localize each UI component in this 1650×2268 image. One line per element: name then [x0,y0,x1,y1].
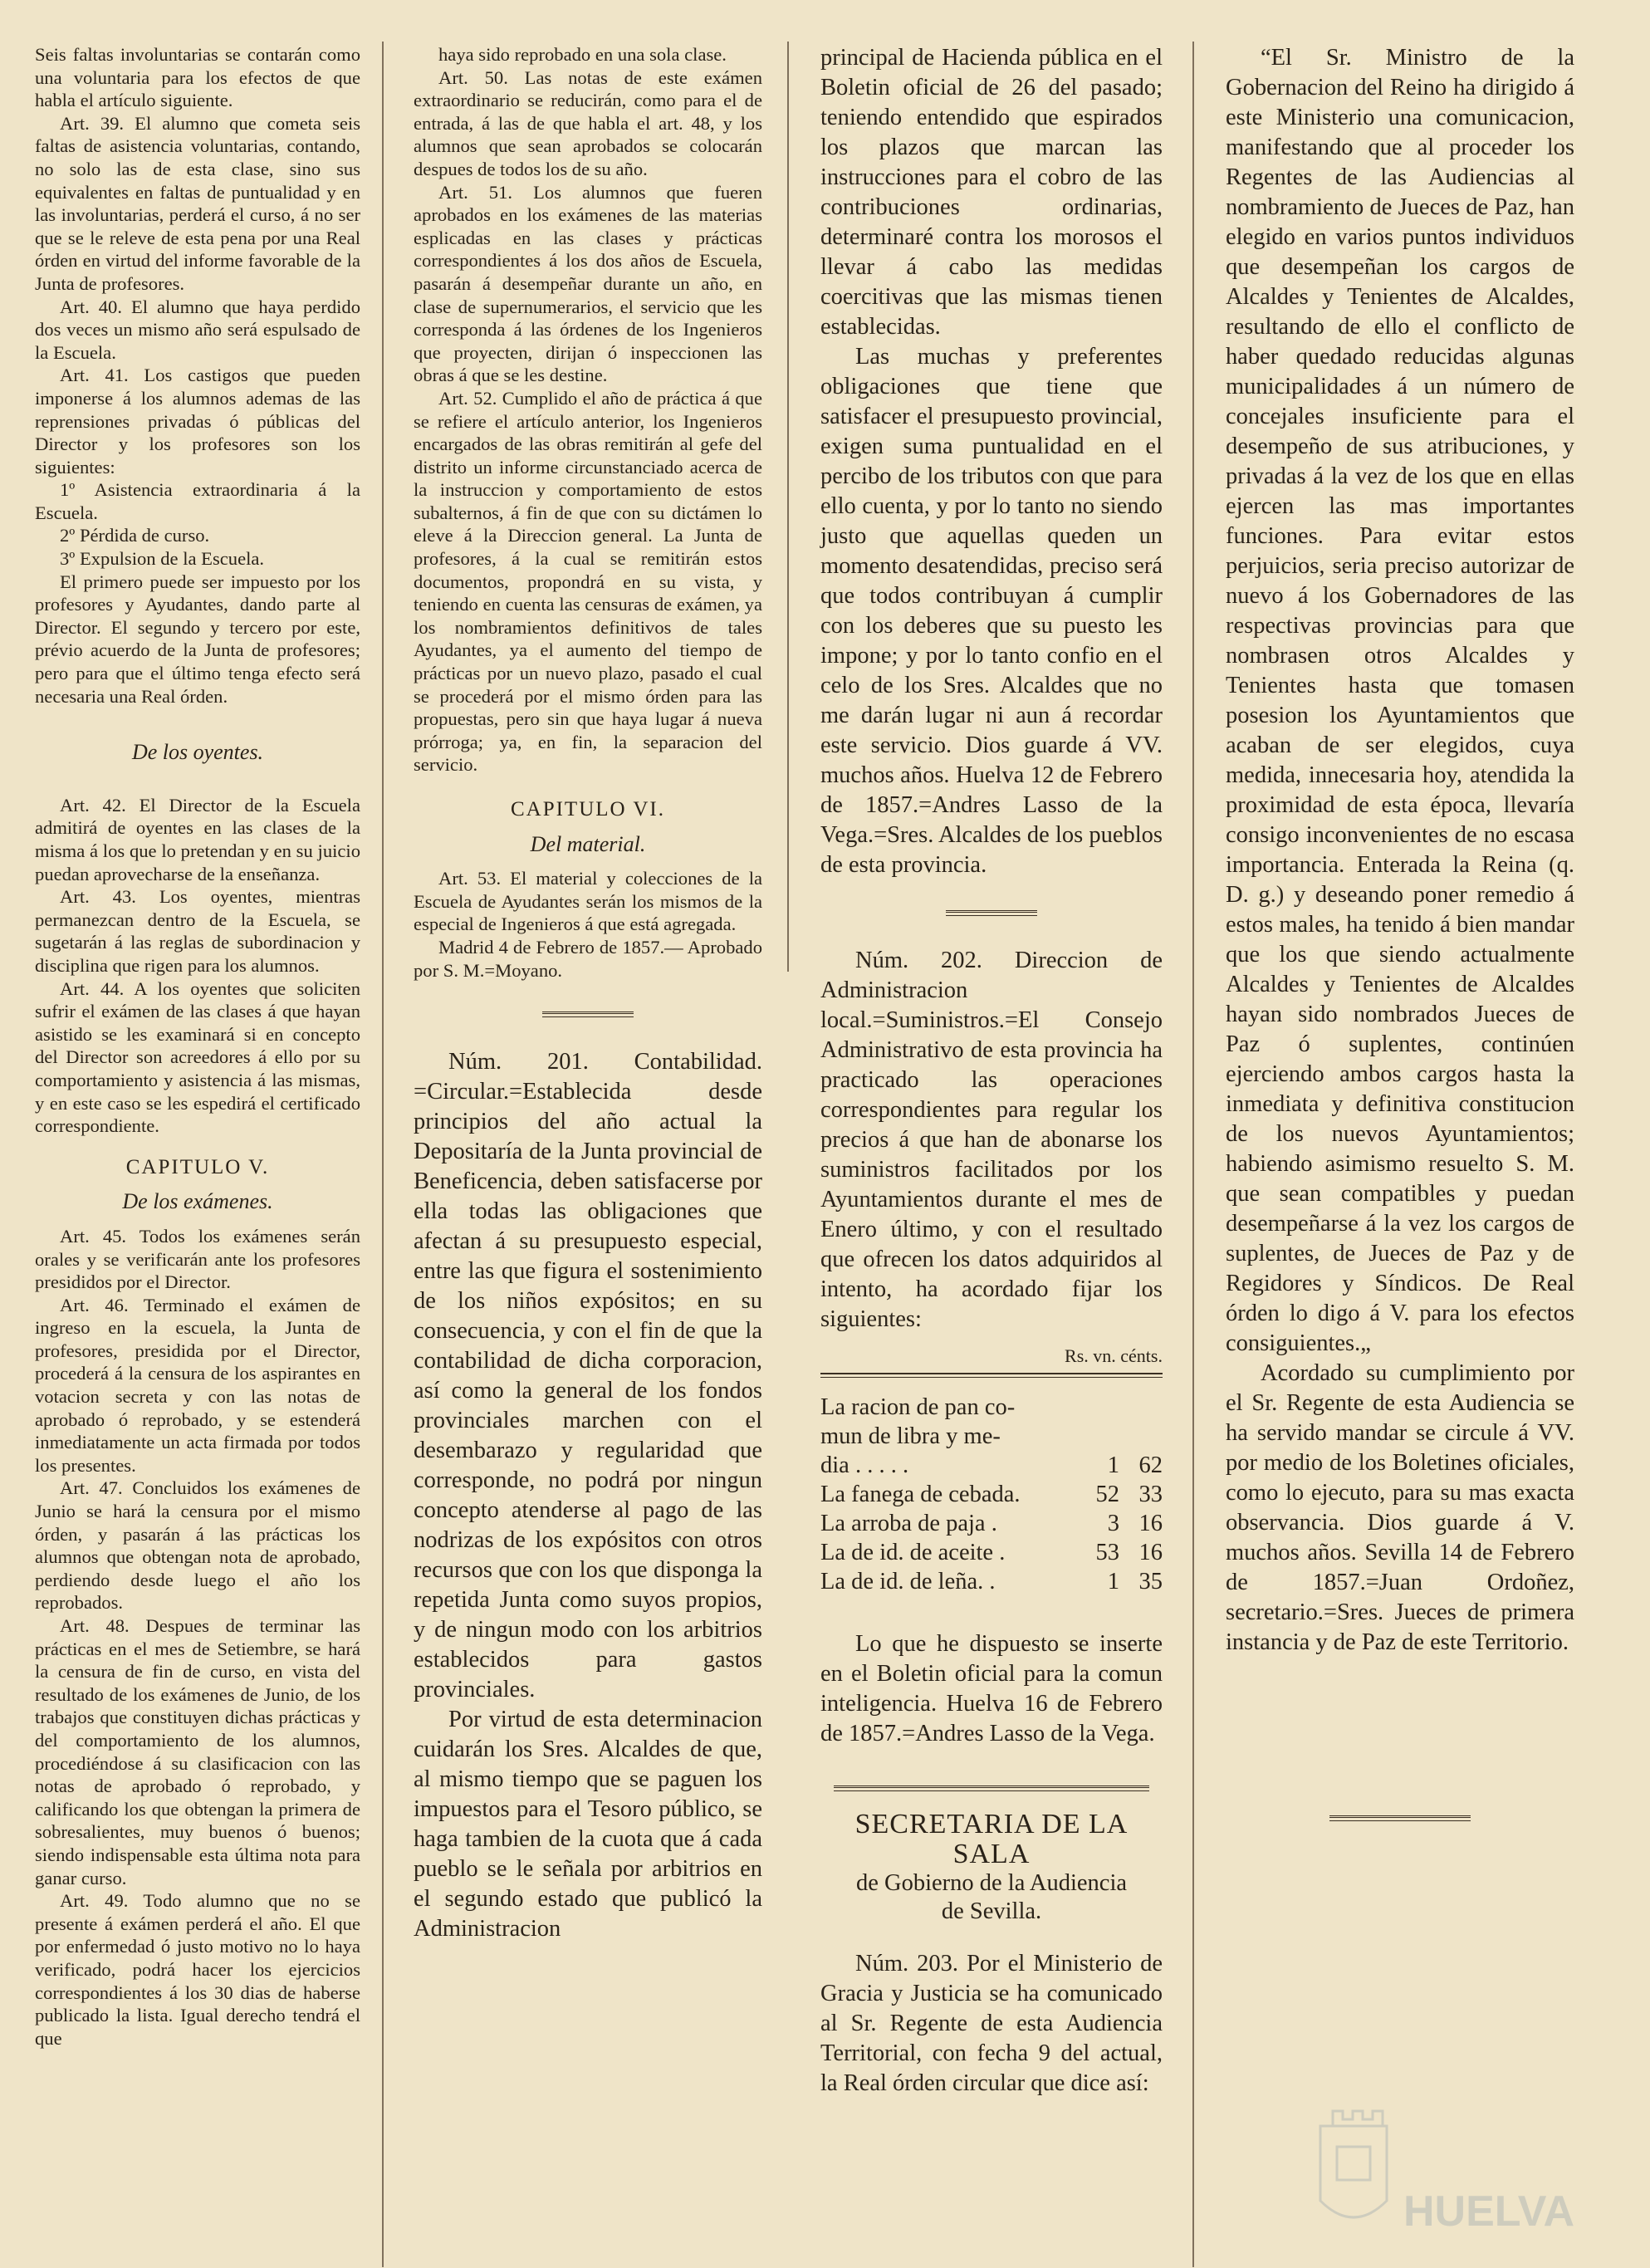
price-label: La fanega de cebada. [820,1482,1021,1507]
price-row [820,1567,1163,1596]
article-47: Art. 47. Concluidos los exámenes de Junio se hará la censura por el mismo órden, y pasarán á las prácticas los alumnos que obtengan nota de aprobado, perdiendo desde luego el año los reprobados. [35,1477,360,1614]
price-row [820,1393,1163,1422]
article-44: Art. 44. A los oyentes que soliciten sufrir el exámen de las clases á que hayan asistido se les examinará si en concepto del Director son acreedores á ello por su comportamiento y asistencia á las mismas, y en este caso se les espedirá el certificado correspondiente. [35,977,360,1137]
chapter-heading: CAPITULO V. [125,1155,270,1178]
article-43: Art. 43. Los oyentes, mientras permanezcan dentro de la Escuela, se sugetarán á las reglas de subordinacion y disciplina que rigen para los alumnos. [35,886,360,976]
price-cts: 16 [1138,1511,1163,1536]
list-item: 3º Expulsion de la Escuela. [60,548,265,570]
column-rule-2 [787,42,789,972]
article-41: Art. 41. Los castigos que pueden imponerse á los alumnos ademas de las reprensiones privadas ó públicas del Director y los profesores son los siguientes: [35,365,360,478]
price-label: La racion de pan co- [820,1394,1016,1420]
column-rule-3 [1192,42,1194,2267]
price-rs [1076,1422,1119,1451]
price-rs: 1 [1107,1569,1119,1594]
paragraph: haya sido reprobado en una sola clase. [438,44,727,65]
paragraph: Lo que he dispuesto se inserte en el Boletin oficial para la comun inteligencia. Huelva 16 de Febrero de 1857.=Andres Lasso de la Vega. [820,1631,1163,1746]
list-item: 1º Asistencia extraordinaria á la Escuela. [35,479,360,523]
price-cts: 62 [1138,1452,1163,1478]
article-53: Art. 53. El material y colecciones de la Escuela de Ayudantes serán los mismos de la especial de Ingenieros á que está agregada. [414,868,762,935]
section-heading-examenes: De los exámenes. [122,1189,273,1214]
paragraph: Seis faltas involuntarias se contarán como una voluntaria para los efectos de que habla el artículo siguiente. [35,44,360,111]
column-4 [1226,43,1574,1851]
article-48: Art. 48. Despues de terminar las prácticas en el mes de Setiembre, se hará la censura de fin de curso, en vista del resultado de los exámenes de Junio, de los trabajos que constituyen dichas prácticas y del comportamiento de los alumnos, procediéndose á su clasificacion con las notas de aprobado ó reprobado, y calificando los que obtengan la primera de sobresalientes, muy buenos ó buenos; siendo indispensable esta última nota para ganar curso. [35,1615,360,1888]
article-49: Art. 49. Todo alumno que no se presente á exámen perderá el año. El que por enfermedad ó justo motivo no lo haya verificado, podrá hacer los ejercicios correspondientes á los 30 dias de haberse publicado la lista. Igual derecho tendrá el que [35,1890,360,2049]
price-label: La de id. de leña. . [820,1569,996,1594]
column-3 [820,43,1163,2099]
article-52: Art. 52. Cumplido el año de práctica á que se refiere el artículo anterior, los Ingenieros encargados de las obras remitirán al gefe del distrito un informe circunstanciado acerca de la instruccion y comportamiento de estos subalternos, á fin de que con su dictámen lo eleve á la Direccion general. La Junta de profesores, á la cual se remitirán estos documentos, propondrá en su vista, y teniendo en cuenta las censuras de exámen, ya los nombramientos definitivos de tales Ayudantes, ya el aumento del tiempo de prácticas por un nuevo plazo, pasado el cual se procederá por el mismo órden para las propuestas, pero sin que haya lugar á nueva prórroga; ya, en fin, la separacion del servicio. [414,387,762,776]
paragraph: “El Sr. Ministro de la Gobernacion del Reino ha dirigido á este Ministerio una comunicacion, manifestando que al proceder los Regentes de las Audiencias al nombramiento de Jueces de Paz, han elegido en varios puntos individuos que desempeñan los cargos de Alcaldes y Tenientes de Alcaldes, resultando de ello el conflicto de haber quedado reducidas algunas municipalidades á un número de concejales insuficiente para el desempeño de sus atribuciones, y privadas á la vez de los que en ellas ejercen las mas importantes funciones. Para evitar estos perjuicios, seria preciso autorizar de nuevo á los Gobernadores de las respectivas provincias para que nombrasen otros Alcaldes y Tenientes hasta que tomasen posesion los Ayuntamientos que acaban de ser elegidos, cuya medida, innecesaria hoy, atendida la proximidad de esta época, llevaría consigo inconvenientes de no escasa importancia. Enterada la Reina (q. D. g.) y deseando poner remedio á estos males, ha tenido á bien mandar que los que siendo actualmente Alcaldes y Tenientes de Alcaldes hayan sido nombrados Jueces de Paz ó suplentes, continúen ejerciendo ambos cargos hasta la inmediata y definitiva constitucion de los nuevos Ayuntamientos; habiendo asimismo resuelto S. M. que sean compatibles y puedan desempeñarse á la vez los cargos de suplentes, de Jueces de Paz y de Regidores y Síndicos. De Real órden lo digo á V. para los efectos consiguientes.„ [1226,45,1574,1356]
separator [946,910,1037,916]
stamp-text: HUELVA [1403,2187,1575,2236]
notice-201: Núm. 201. Contabilidad. =Circular.=Establecida desde principios del año actual la Depositaría de la Junta provincial de Beneficencia, deben satisfacerse por ella todas las obligaciones que afectan á su presupuesto especial, entre las que figura el sostenimiento de los niños expósitos; en su consecuencia, y con el fin de que la contabilidad de dicha corporacion, así como la general de los fondos provinciales marchen con el desembarazo y regularidad que corresponde, no podrá por ningun concepto atenderse al pago de las nodrizas de los expósitos con otros recursos que con los que disponga la repetida Junta como suyos propios, y de ningun modo con los arbitrios establecidos para gastos provinciales. [414,1049,762,1703]
column-rule-1 [382,42,384,2267]
price-cts: 35 [1138,1569,1163,1594]
article-40: Art. 40. El alumno que haya perdido dos veces un mismo año será espulsado de la Escuela. [35,296,360,363]
price-cts: 33 [1138,1482,1163,1507]
price-table-header: Rs. vn. cénts. [1065,1345,1163,1366]
price-rs: 52 [1095,1482,1119,1507]
archive-stamp-logo [1304,2101,1575,2259]
price-row [820,1451,1163,1480]
paragraph: principal de Hacienda pública en el Boletin oficial de 26 del pasado; teniendo entendido que espirados los plazos que marcan las instrucciones para el cobro de las contribuciones ordinarias, determinaré contra los morosos el llevar á cabo las medidas coercitivas que las mismas tienen establecidas. [820,45,1163,340]
signature: Madrid 4 de Febrero de 1857.— Aprobado por S. M.=Moyano. [414,936,762,981]
price-rs [1076,1393,1119,1422]
price-row [820,1422,1163,1451]
column-2 [414,43,762,1944]
section-subtitle: de Gobierno de la Audiencia [855,1870,1128,1896]
price-rs: 3 [1107,1511,1119,1536]
article-51: Art. 51. Los alumnos que fueren aprobados en los exámenes de las materias esplicadas en las clases y prácticas correspondientes á los dos años de Escuela, pasarán á desempeñar durante un año, en clase de supernumerarios, el servicio que les corresponda á las órdenes de los Ingenieros que proyecten, dirijan ó inspeccionen las obras á que se les destine. [414,181,762,386]
price-row [820,1480,1163,1509]
section-title: SECRETARIA DE LA SALA [854,1809,1129,1869]
article-45: Art. 45. Todos los exámenes serán orales y se verificarán ante los profesores presididos por el Director. [35,1225,360,1293]
chapter-heading: CAPITULO VI. [510,798,666,820]
separator [542,1012,634,1017]
column-1 [35,43,360,2050]
article-39: Art. 39. El alumno que cometa seis faltas de asistencia voluntarias, contando, no solo las de esta clase, sino sus equivalentes en faltas de puntualidad y en las involuntarias, perderá el curso, á no ser que se le releve de esta pena por una Real órden en virtud del informe favorable de la Junta de profesores. [35,112,360,294]
paragraph: Acordado su cumplimiento por el Sr. Regente de esta Audiencia se ha servido mandar se circule á VV. por medio de los Boletines oficiales, como lo ejecuto, para su mas exacta observancia. Dios guarde á V. muchos años. Sevilla 14 de Febrero de 1857.=Juan Ordoñez, secretario.=Sres. Jueces de primera instancia y de Paz de este Territorio. [1226,1360,1574,1655]
list-item: 2º Pérdida de curso. [60,525,210,546]
price-label: La de id. de aceite . [820,1540,1006,1565]
section-heading-oyentes: De los oyentes. [131,740,264,765]
separator [834,1785,1149,1791]
separator [1329,1815,1471,1821]
price-rs: 1 [1107,1452,1119,1478]
article-50: Art. 50. Las notas de este exámen extraordinario se reducirán, como para el de entrada, á las de que habla el art. 48, y los alumnos que sean aprobados se colocarán despues de todos los de su año. [414,66,762,179]
section-heading-material: Del material. [530,831,646,856]
article-46: Art. 46. Terminado el exámen de ingreso en la escuela, la Junta de profesores, presidida por el Director, procederá á la censura de los aspirantes en votacion secreta y con las notas de aprobado ó reprobado, y se estenderá inmediatamente un acta firmada por todos los presentes. [35,1294,360,1476]
price-cts: 16 [1138,1540,1163,1565]
article-42: Art. 42. El Director de la Escuela admitirá de oyentes en las clases de la misma á los que lo pretendan y en su juicio puedan aprovecharse de la enseñanza. [35,794,360,884]
price-cts [1119,1422,1163,1451]
notice-203: Núm. 203. Por el Ministerio de Gracia y Justicia se ha comunicado al Sr. Regente de esta Audiencia Territorial, con fecha 9 del actual, la Real órden circular que dice así: [820,1951,1163,2096]
price-rs: 53 [1095,1540,1119,1565]
price-table [820,1393,1163,1596]
notice-202: Núm. 202. Direccion de Administracion local.=Suministros.=El Consejo Administrativo de esta provincia ha practicado las operaciones correspondientes para regular los precios á que han de abonarse los suministros facilitados por los Ayuntamientos durante el mes de Enero último, y con el resultado que ofrecen los datos adquiridos al intento, ha acordado fijar los siguientes: [820,948,1163,1332]
price-cts [1119,1393,1163,1422]
price-label: dia . . . . . [820,1452,909,1478]
rule [820,1373,1163,1378]
price-row [820,1509,1163,1538]
paragraph: Las muchas y preferentes obligaciones que tiene que satisfacer el presupuesto provincial, exigen suma puntualidad en el percibo de los tributos con que para ello cuenta, y por lo tanto no siendo justo que aquellas queden un momento desatendidas, preciso será que todos contribuyan á cumplir con los deberes que su puesto les impone; y por lo tanto confio en el celo de los Sres. Alcaldes que no me darán lugar ni aun á recordar este servicio. Dios guarde á VV. muchos años. Huelva 12 de Febrero de 1857.=Andres Lasso de la Vega.=Sres. Alcaldes de los pueblos de esta provincia. [820,344,1163,878]
price-row [820,1538,1163,1567]
section-subtitle: de Sevilla. [941,1898,1042,1924]
paragraph: El primero puede ser impuesto por los profesores y Ayudantes, dando parte al Director. El segundo y tercero por este, prévio acuerdo de la Junta de profesores; pero para que el último tenga efecto será necesaria una Real órden. [35,571,360,707]
price-label: mun de libra y me- [820,1423,1001,1449]
paragraph: Por virtud de esta determinacion cuidarán los Sres. Alcaldes de que, al mismo tiempo que se paguen los impuestos para el Tesoro público, se haga tambien de la cuota que á cada pueblo se le señala por arbitrios en el segundo estado que publicó la Administracion [414,1707,762,1942]
price-label: La arroba de paja . [820,1511,997,1536]
